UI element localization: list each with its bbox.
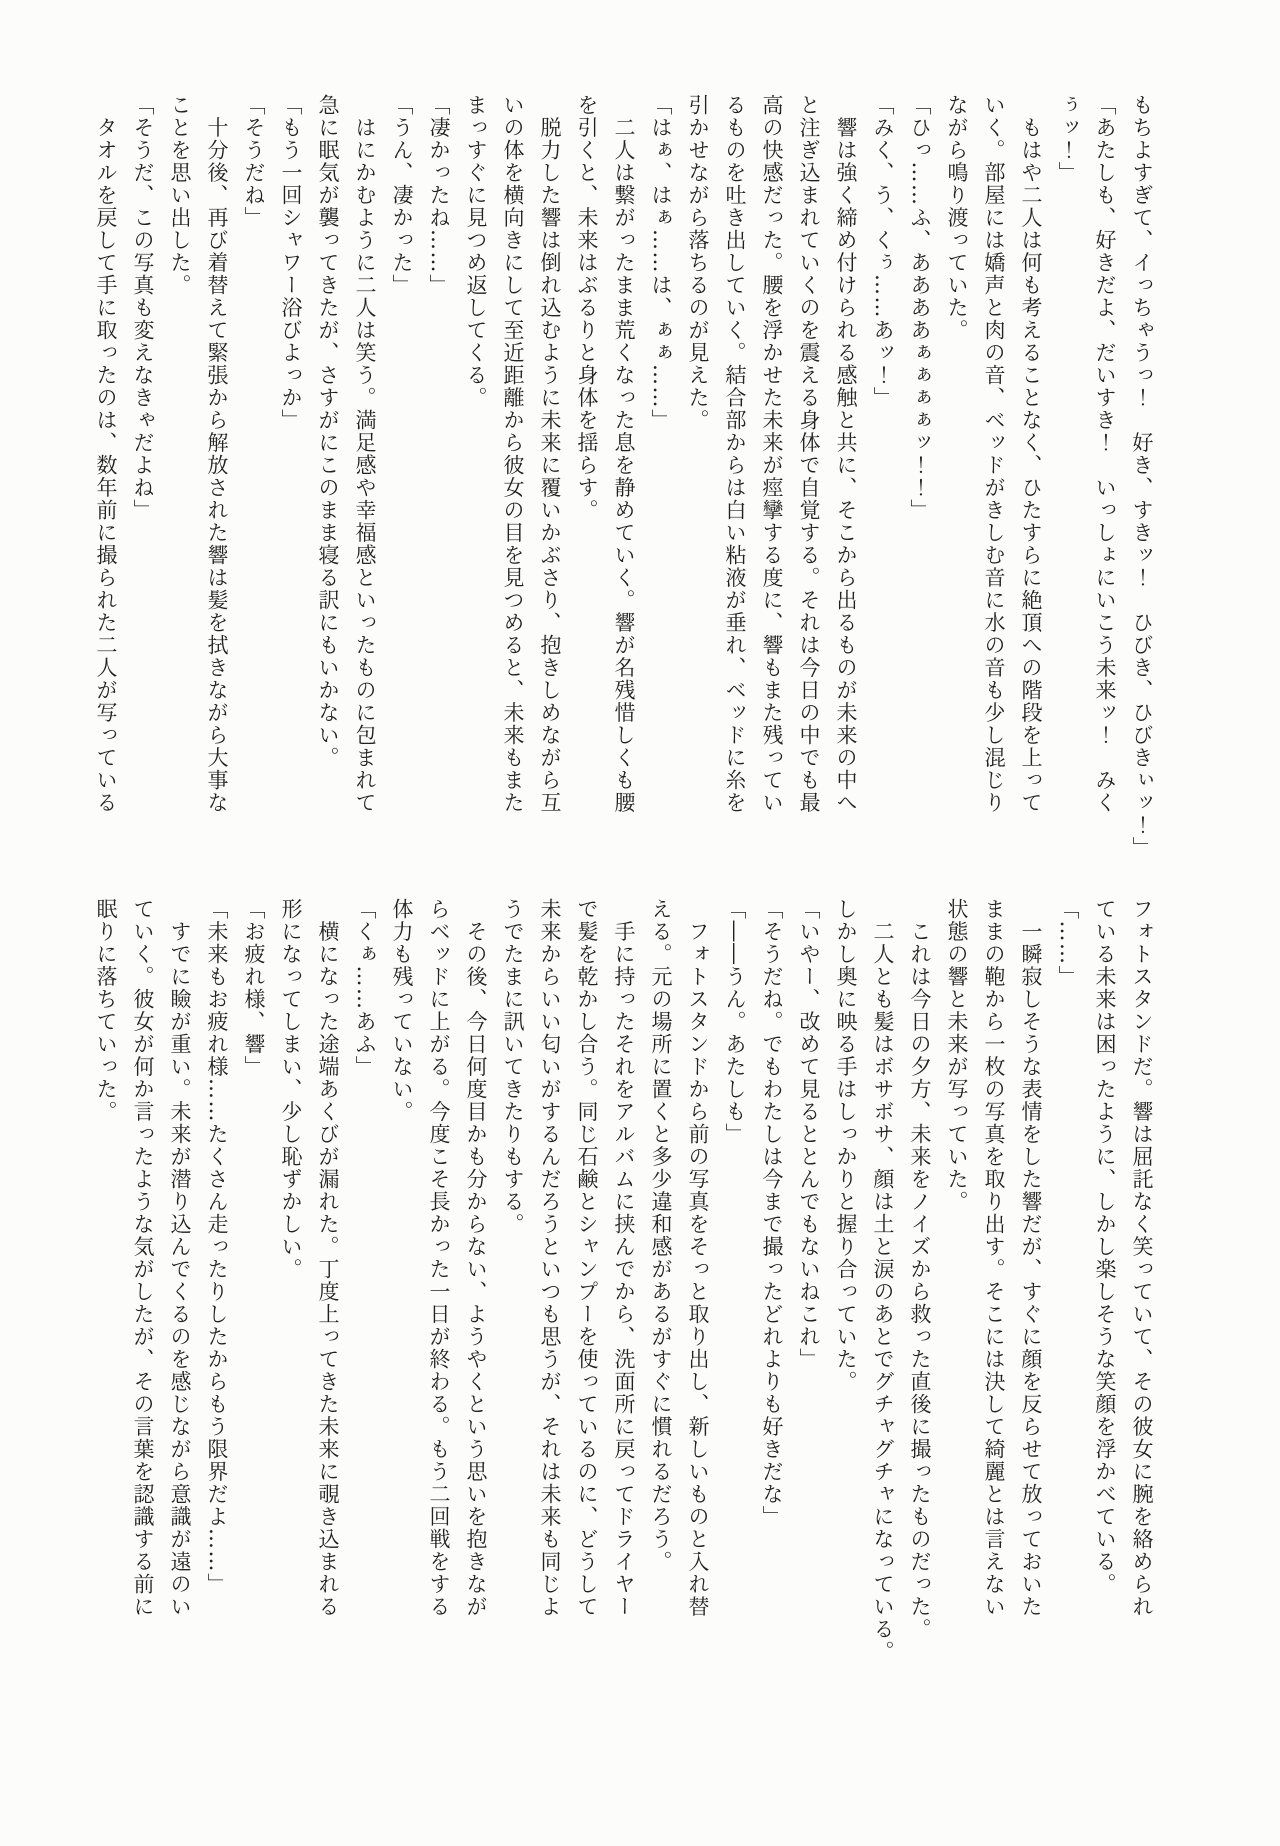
text-column: 二人は繋がったまま荒くなった息を静めていく。響が名残惜しくも腰 xyxy=(612,94,636,814)
text-column: 高の快感だった。腰を浮かせた未来が痙攣する度に、響もまた残ってい xyxy=(760,94,784,814)
text-column: 「あたしも、好きだよ、だいすき！ いっしょにいこう未来ッ！ みく xyxy=(1093,94,1117,814)
text-column: もちよすぎて、イっちゃうっ！ 好き、すきッ！ ひびき、ひびきぃッ！」 xyxy=(1130,94,1154,859)
text-column: 引かせながら落ちるのが見えた。 xyxy=(686,94,710,432)
text-column: 状態の響と未来が写っていた。 xyxy=(945,898,969,1213)
text-column: もはや二人は何も考えることなく、ひたすらに絶頂への階段を上って xyxy=(1019,94,1043,814)
text-block-top xyxy=(87,94,1160,866)
text-column: タオルを戻して手に取ったのは、数年前に撮られた二人が写っている xyxy=(94,94,118,814)
text-column: 「……」 xyxy=(1056,898,1080,988)
text-column: 眠りに落ちていった。 xyxy=(94,898,118,1123)
text-column: ことを思い出した。 xyxy=(168,94,192,297)
text-column: らベッドに上がる。今度こそ長かった一日が終わる。もう二回戦をする xyxy=(427,898,451,1618)
text-column: その後、今日何度目かも分からない、ようやくという思いを抱きなが xyxy=(464,898,488,1618)
text-column: 体力も残っていない。 xyxy=(390,898,414,1123)
text-column: 「くぁ……あふ」 xyxy=(353,898,377,1078)
text-column: 脱力した響は倒れ込むように未来に覆いかぶさり、抱きしめながら互 xyxy=(538,94,562,814)
text-column: ていく。彼女が何か言ったような気がしたが、その言葉を認識する前に xyxy=(131,898,155,1618)
text-column: ぅッ！」 xyxy=(1056,94,1080,184)
text-column: これは今日の夕方、未来をノイズから救った直後に撮ったものだった。 xyxy=(908,898,932,1641)
text-column: 響は強く締め付けられる感触と共に、そこから出るものが未来の中へ xyxy=(834,94,858,814)
text-column: いの体を横向きにして至近距離から彼女の目を見つめると、未来もまた xyxy=(501,94,525,814)
text-column: 手に持ったそれをアルバムに挟んでから、洗面所に戻ってドライヤー xyxy=(612,898,636,1618)
text-column: 「うん、凄かった」 xyxy=(390,94,414,297)
text-column: うでたまに訊いてきたりもする。 xyxy=(501,898,525,1236)
text-column: ながら鳴り渡っていた。 xyxy=(945,94,969,342)
text-column: 「はぁ、はぁ……は、ぁぁ……」 xyxy=(649,94,673,432)
text-column: 「未来もお疲れ様……たくさん走ったりしたからもう限界だよ……」 xyxy=(205,898,229,1596)
text-column: るものを吐き出していく。結合部からは白い粘液が垂れ、ベッドに糸を xyxy=(723,94,747,814)
text-column: 形になってしまい、少し恥ずかしい。 xyxy=(279,898,303,1281)
text-column: 十分後、再び着替えて緊張から解放された響は髪を拭きながら大事な xyxy=(205,94,229,814)
text-column: 二人とも髪はボサボサ、顔は土と涙のあとでグチャグチャになっている。 xyxy=(871,898,895,1663)
text-column: 「そうだね」 xyxy=(242,94,266,229)
text-column: 「いやー、改めて見るととんでもないねこれ」 xyxy=(797,898,821,1371)
text-column: 「ひっ……ふ、ああああぁぁぁぁッ！！」 xyxy=(908,94,932,522)
text-column: いく。部屋には嬌声と肉の音、ベッドがきしむ音に水の音も少し混じり xyxy=(982,94,1006,814)
text-column: を引くと、未来はぶるりと身体を揺らす。 xyxy=(575,94,599,522)
text-column: フォトスタンドから前の写真をそっと取り出し、新しいものと入れ替 xyxy=(686,898,710,1618)
text-column: 横になった途端あくびが漏れた。丁度上ってきた未来に覗き込まれる xyxy=(316,898,340,1618)
text-column: 「お疲れ様、響」 xyxy=(242,898,266,1078)
text-column: 一瞬寂しそうな表情をした響だが、すぐに顔を反らせて放っておいた xyxy=(1019,898,1043,1618)
text-column: はにかむように二人は笑う。満足感や幸福感といったものに包まれて xyxy=(353,94,377,814)
text-column: 未来からいい匂いがするんだろうといつも思うが、それは未来も同じよ xyxy=(538,898,562,1618)
text-column: 「凄かったね……」 xyxy=(427,94,451,297)
text-column: 「もう一回シャワー浴びよっか」 xyxy=(279,94,303,432)
text-column: フォトスタンドだ。響は屈託なく笑っていて、その彼女に腕を絡められ xyxy=(1130,898,1154,1618)
text-column: 「そうだ、この写真も変えなきゃだよね」 xyxy=(131,94,155,522)
text-column: で髪を乾かし合う。同じ石鹸とシャンプーを使っているのに、どうして xyxy=(575,898,599,1618)
text-column: すでに瞼が重い。未来が潜り込んでくるのを感じながら意識が遠のい xyxy=(168,898,192,1618)
text-block-bottom xyxy=(87,898,1160,1670)
text-column: 急に眠気が襲ってきたが、さすがにこのまま寝る訳にもいかない。 xyxy=(316,94,340,769)
text-column: える。元の場所に置くと多少違和感があるがすぐに慣れるだろう。 xyxy=(649,898,673,1573)
text-column: と注ぎ込まれていくのを震える身体で自覚する。それは今日の中でも最 xyxy=(797,94,821,814)
text-column: 「――うん。あたしも」 xyxy=(723,898,747,1146)
text-column: しかし奥に映る手はしっかりと握り合っていた。 xyxy=(834,898,858,1393)
text-column: 「そうだね。でもわたしは今まで撮ったどれよりも好きだな」 xyxy=(760,898,784,1528)
text-column: ままの鞄から一枚の写真を取り出す。そこには決して綺麗とは言えない xyxy=(982,898,1006,1618)
text-column: 「みく、う、くぅ……あッ！」 xyxy=(871,94,895,409)
text-column: ている未来は困ったように、しかし楽しそうな笑顔を浮かべている。 xyxy=(1093,898,1117,1596)
text-column: まっすぐに見つめ返してくる。 xyxy=(464,94,488,409)
